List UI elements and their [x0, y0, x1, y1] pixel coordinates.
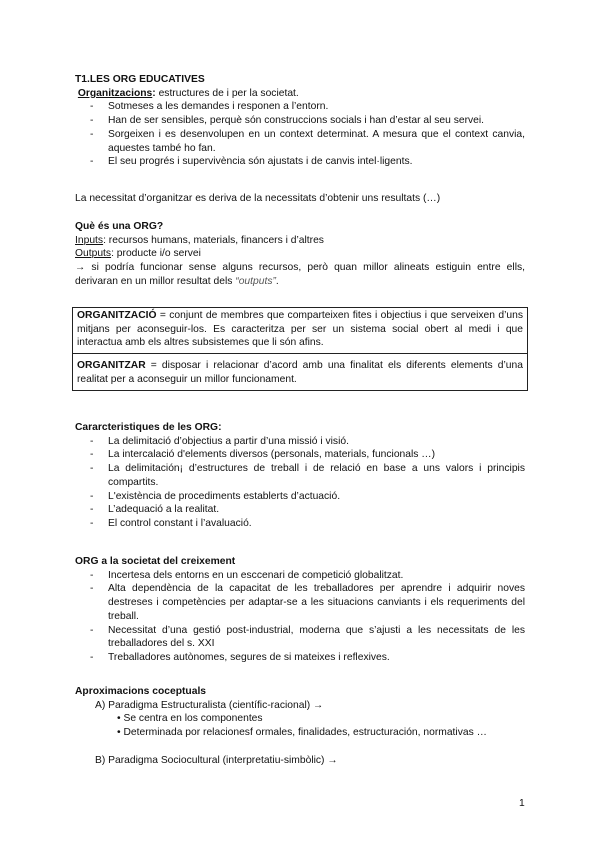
definition: estructures de i per la societat. — [155, 87, 299, 99]
definition-text: = disposar i relacionar d’acord amb una finalitat els diferents elements d’una realitat per a aconseguir un millor funcionament. — [77, 360, 523, 385]
list-item: - El seu progrés i supervivència són ajustats i de canvis intel·ligents. — [75, 155, 525, 169]
caracteristiques-section — [75, 421, 525, 531]
definitions-box — [72, 307, 528, 391]
inputs-text: : recursos humans, materials, financers i d’altres — [103, 234, 324, 246]
outputs-quote: “outputs” — [235, 275, 276, 287]
period: . — [275, 275, 279, 287]
list-item: - Sotmeses a les demandes i responen a l’entorn. — [75, 100, 525, 114]
list-item: - L’adequació a la realitat. — [75, 503, 525, 517]
list-item: - Han de ser sensibles, perquè són construccions socials i han d’estar al seu servei. — [75, 114, 525, 128]
heading-que-es: Què és una ORG? — [75, 221, 164, 232]
definition-organitzar — [73, 353, 527, 389]
aproximacions-section — [75, 685, 525, 767]
list-item: - Incertesa dels entorns en un esccenari de competició globalitzat. — [75, 569, 525, 583]
heading-creixement: ORG a la societat del creixement — [75, 556, 236, 567]
colon: : — [152, 87, 156, 99]
inputs-label: Inputs — [75, 234, 104, 246]
paradigm-a-item: • Determinada por relacionesf ormales, finalidades, estructuración, normativas … — [117, 727, 487, 739]
list-item: - Treballadores autònomes, segures de si mateixes i reflexives. — [75, 651, 525, 665]
definition-organitzacio — [73, 308, 527, 353]
outputs-label: Outputs — [75, 248, 112, 260]
list-item: - La intercalació d'elements diversos (personals, materials, funcionals …) — [75, 448, 525, 462]
intro-section — [75, 73, 525, 169]
heading-caracteristiques: Cararcteristiques de les ORG: — [75, 422, 222, 433]
term: ORGANITZACIÓ — [77, 310, 157, 321]
inputs-line — [75, 234, 525, 248]
definition-text: = conjunt de membres que comparteixen fites i objectius i que serveixen d’uns mitjans per aconseguir-los. Es caracteritza per ser un sistema social obert al medi i que interactua amb els altres subsistemes que li són afins. — [77, 310, 523, 349]
intro-list — [75, 100, 525, 169]
list-item: - Necessitat d’una gestió post-industrial, moderna que s’ajusti a les necessitats de les treballadores del s. XXI — [75, 624, 525, 651]
term: ORGANITZAR — [77, 360, 146, 372]
outputs-text: : producte i/o servei — [111, 248, 201, 260]
heading-aproximacions: Aproximacions coceptuals — [75, 686, 207, 697]
arrow-text: → si podría funcionar sense alguns recursos, però quan millor alineats estiguin entre ells, derivaran en un millor resultat dels — [75, 262, 525, 287]
paradigm-a-item: • Se centra en los componentes — [117, 713, 263, 725]
page-number: 1 — [519, 798, 525, 809]
list-item: - El control constant i l’avaluació. — [75, 517, 525, 531]
arrow-paragraph — [75, 261, 525, 288]
list-item: - La delimitación¡ d’estructures de treball i de relació en base a uns valors i principis compartits. — [75, 462, 525, 489]
page-title: T1.LES ORG EDUCATIVES — [75, 74, 205, 85]
paradigm-a: A) Paradigma Estructuralista (científic-racional) → — [95, 699, 324, 711]
term-organitzacions: Organitzacions — [77, 87, 153, 99]
paradigm-b: B) Paradigma Sociocultural (interpretatiu-simbòlic) → — [95, 754, 338, 766]
list-item: - Alta dependència de la capacitat de les treballadores per aprendre i adquirir noves destreses i competències per adaptar-se a les situacions canviants i els requeriments del treball. — [75, 582, 525, 623]
que-es-section — [75, 220, 525, 289]
creixement-list — [75, 569, 525, 665]
necessitat-paragraph: La necessitat d’organitzar es deriva de la necessitats d’obtenir uns resultats (…) — [75, 193, 441, 204]
caracteristiques-list — [75, 435, 525, 531]
outputs-line — [75, 247, 525, 261]
list-item: - La delimitació d’objectius a partir d’una missió i visió. — [75, 435, 525, 449]
list-item: - Sorgeixen i es desenvolupen en un context determinat. A mesura que el context canvia, aquestes també ho fan. — [75, 128, 525, 155]
list-item: - L'existència de procediments establerts d’actuació. — [75, 490, 525, 504]
creixement-section — [75, 555, 525, 665]
organitzacions-line — [75, 87, 525, 101]
